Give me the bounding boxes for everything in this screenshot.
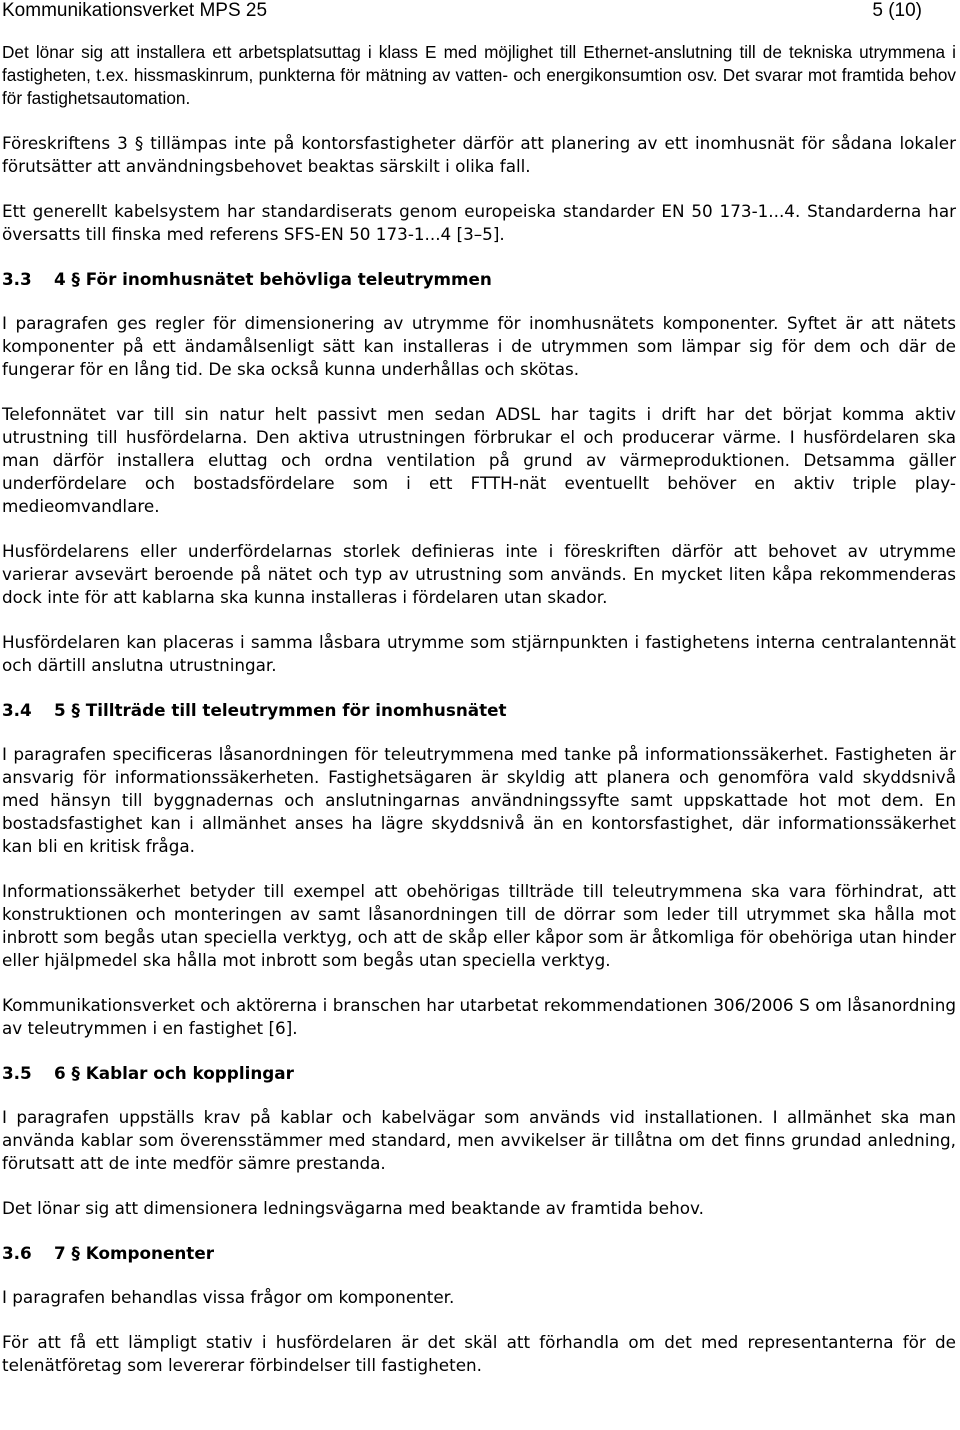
section-heading-3-3 — [2, 268, 956, 291]
section-number: 3.4 — [2, 700, 32, 720]
section-title: 5 § Tillträde till teleutrymmen för inomhusnätet — [54, 700, 507, 720]
paragraph: Informationssäkerhet betyder till exempel att obehörigas tillträde till teleutrymmena ska vara förhindrat, att konstruktionen och monteringen av samt låsanordningen till de dörrar som leder till utrymmet ska hålla mot inbrott som begås utan speciella verktyg, och att de skåp eller kåpor som är åtkomliga för obehöriga utan hinder eller hjälpmedel ska hålla mot inbrott som begås utan speciella verktyg. — [2, 881, 956, 970]
paragraph: I paragrafen ges regler för dimensionering av utrymme för inomhusnätets komponenter. Syftet är att nätets komponenter på ett ändamålsenligt sätt kan installeras i de utrymmen som lämpar sig för dem och där de fungerar för en lång tid. De ska också kunna underhållas och skötas. — [2, 313, 956, 379]
paragraph: Ett generellt kabelsystem har standardiserats genom europeiska standarder EN 50 173-1...4. Standarderna har översatts till finska med referens SFS-EN 50 173-1...4 [3–5]. — [2, 201, 956, 244]
paragraph: Husfördelaren kan placeras i samma låsbara utrymme som stjärnpunkten i fastighetens interna centralantennät och därtill anslutna utrustningar. — [2, 632, 956, 675]
paragraph: Det lönar sig att dimensionera ledningsvägarna med beaktande av framtida behov. — [2, 1198, 704, 1218]
header-title: Kommunikationsverket MPS 25 — [2, 0, 268, 21]
paragraph: Kommunikationsverket och aktörerna i branschen har utarbetat rekommendationen 306/2006 S om låsanordning av teleutrymmen i en fastighet [6]. — [2, 995, 956, 1038]
section-heading-3-6 — [2, 1242, 956, 1265]
page-header — [2, 0, 922, 26]
document-body — [2, 41, 956, 1399]
page-number: 5 (10) — [872, 0, 922, 21]
section-heading-3-4 — [2, 699, 956, 722]
section-number: 3.5 — [2, 1063, 32, 1083]
paragraph: För att få ett lämpligt stativ i husfördelaren är det skäl att förhandla om det med representanterna för de telenätföretag som levererar förbindelser till fastigheten. — [2, 1332, 956, 1375]
paragraph: I paragrafen uppställs krav på kablar och kabelvägar som används vid installationen. I allmänhet ska man använda kablar som överensstämmer med standard, men avvikelser är tillåtna om det finns grundad anledning, förutsatt att de inte medför sämre prestanda. — [2, 1107, 956, 1173]
section-title: 7 § Komponenter — [54, 1243, 214, 1263]
section-number: 3.6 — [2, 1243, 32, 1263]
section-heading-3-5 — [2, 1062, 956, 1085]
paragraph: Telefonnätet var till sin natur helt passivt men sedan ADSL har tagits i drift har det börjat komma aktiv utrustning till husfördelarna. Den aktiva utrustningen förbrukar el och producerar värme. I husfördelaren ska man därför installera eluttag och ordna ventilation på grund av värmeproduktionen. Detsamma gäller underfördelare och bostadsfördelare som i ett FTTH-nät eventuellt behöver en aktiv triple play-medieomvandlare. — [2, 404, 956, 516]
paragraph: I paragrafen behandlas vissa frågor om komponenter. — [2, 1287, 455, 1307]
paragraph: Det lönar sig att installera ett arbetsplatsuttag i klass E med möjlighet till Ethernet-anslutning till de tekniska utrymmena i fastigheten, t.ex. hissmaskinrum, punkterna för mätning av vatten- och energikonsumtion osv. Det svarar mot framtida behov för fastighetsautomation. — [2, 42, 956, 108]
paragraph: I paragrafen specificeras låsanordningen för teleutrymmena med tanke på informationssäkerhet. Fastigheten är ansvarig för informationssäkerheten. Fastighetsägaren är skyldig att planera och genomföra vald skyddsnivå med hänsyn till byggnadernas och anslutningarnas användningssyfte samt uppskattade hot mot dem. En bostadsfastighet kan i allmänhet anses ha lägre skyddsnivå än en kontorsfastighet, där informationssäkerhet kan bli en kritisk fråga. — [2, 744, 956, 856]
section-title: 6 § Kablar och kopplingar — [54, 1063, 294, 1083]
paragraph: Husfördelarens eller underfördelarnas storlek definieras inte i föreskriften därför att behovet av utrymme varierar avsevärt beroende på nätet och typ av utrustning som används. En mycket liten kåpa rekommenderas dock inte för att kablarna ska kunna installeras i fördelaren utan skador. — [2, 541, 956, 607]
paragraph: Föreskriftens 3 § tillämpas inte på kontorsfastigheter därför att planering av ett inomhusnät för sådana lokaler förutsätter att användningsbehovet beaktas särskilt i olika fall. — [2, 133, 956, 176]
section-number: 3.3 — [2, 269, 32, 289]
section-title: 4 § För inomhusnätet behövliga teleutrymmen — [54, 269, 492, 289]
